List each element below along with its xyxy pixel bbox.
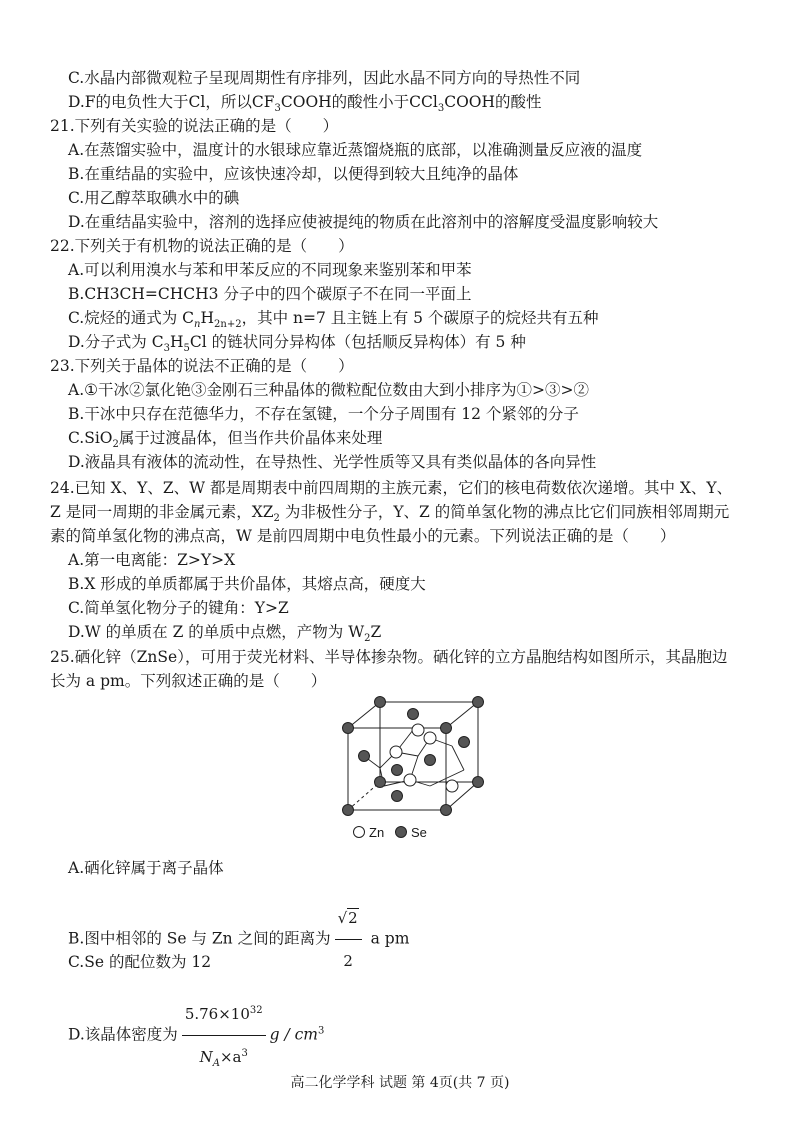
se-atom bbox=[473, 697, 484, 708]
se-atom bbox=[425, 755, 436, 766]
se-atom bbox=[459, 737, 470, 748]
legend-se-label: Se bbox=[411, 825, 427, 840]
zn-legend-icon bbox=[353, 826, 365, 838]
q25-option-d: D.该晶体密度为 $\frac{5.76\times 10^{32}}{N_A\times a^3}$ g / $cm^3$ bbox=[68, 994, 324, 1077]
q22-option-a: A.可以利用溴水与苯和甲苯反应的不同现象来鉴别苯和甲苯 bbox=[68, 261, 472, 279]
q25-stem-line-1: 25.硒化锌（ZnSe），可用于荧光材料、半导体掺杂物。硒化锌的立方晶胞结构如图所示，其晶胞边 bbox=[50, 648, 728, 666]
q25-option-b: B.图中相邻的 Se 与 Zn 之间的距离为 $\frac{√2}{2}$ a pm bbox=[68, 898, 409, 981]
figure-legend bbox=[353, 825, 427, 840]
q24-stem-line-2: Z 是同一周期的非金属元素，$XZ_2$ 为非极性分子，Y、Z 的简单氢化物的沸点比它们同族相邻周期元 bbox=[50, 503, 730, 525]
zn-atom bbox=[446, 780, 458, 792]
q21-option-a: A.在蒸馏实验中，温度计的水银球应靠近蒸馏烧瓶的底部，以准确测量反应液的温度 bbox=[68, 141, 643, 159]
zn-atom bbox=[404, 774, 416, 786]
se-atom bbox=[359, 751, 370, 762]
q22-option-d: D.分子式为 $C_3H_5Cl$ 的链状同分异构体（包括顺反异构体）有 5 种 bbox=[68, 333, 526, 355]
se-atom bbox=[375, 777, 386, 788]
q24-option-d: D.W 的单质在 Z 的单质中点燃，产物为 $W_2Z$ bbox=[68, 623, 382, 645]
se-atom bbox=[392, 791, 403, 802]
q25-option-c: C.Se 的配位数为 12 bbox=[68, 953, 212, 971]
se-atom bbox=[441, 723, 452, 734]
q25-stem-line-2: 长为 a pm。下列叙述正确的是（ ） bbox=[50, 672, 327, 690]
zn-atom bbox=[424, 732, 436, 744]
q21-option-d: D.在重结晶实验中，溶剂的选择应使被提纯的物质在此溶剂中的溶解度受温度影响较大 bbox=[68, 213, 659, 231]
q22-stem: 22.下列关于有机物的说法正确的是（ ） bbox=[50, 237, 354, 255]
page-footer: 高二化学学科 试题 第 4页(共 7 页) bbox=[290, 1075, 510, 1091]
q24-stem-line-3: 素的简单氢化物的沸点高，W 是前四周期中电负性最小的元素。下列说法正确的是（ ） bbox=[50, 527, 676, 545]
se-atom bbox=[375, 697, 386, 708]
se-atom bbox=[441, 805, 452, 816]
zn-atom bbox=[412, 724, 424, 736]
q23-option-a: A.①干冰②氯化铯③金刚石三种晶体的微粒配位数由大到小排序为①>③>② bbox=[68, 381, 589, 399]
q24-option-a: A.第一电离能：Z>Y>X bbox=[68, 551, 236, 569]
znse-unit-cell-figure bbox=[318, 690, 493, 825]
se-atom bbox=[473, 777, 484, 788]
q20-option-d: D.F的电负性大于Cl，所以$CF_3COOH$的酸性小于CCl$_3$COOH的酸性 bbox=[68, 93, 542, 115]
q21-option-c: C.用乙醇萃取碘水中的碘 bbox=[68, 189, 240, 207]
q22-option-c: C.烷烃的通式为 $C_nH_{2n+2}$，其中 n=7 且主链上有 5 个碳原子的烷烃共有五种 bbox=[68, 309, 599, 331]
q23-stem: 23.下列关于晶体的说法不正确的是（ ） bbox=[50, 357, 354, 375]
q24-option-c: C.简单氢化物分子的键角：Y>Z bbox=[68, 599, 289, 617]
q25-option-a: A.硒化锌属于离子晶体 bbox=[68, 859, 224, 877]
se-atom bbox=[392, 765, 403, 776]
q23-option-c: C.SiO$_2$属于过渡晶体，但当作共价晶体来处理 bbox=[68, 429, 383, 451]
legend-zn-label: Zn bbox=[369, 825, 385, 840]
zn-atom bbox=[390, 746, 402, 758]
q22-option-b: B.CH3CH=CHCH3 分子中的四个碳原子不在同一平面上 bbox=[68, 285, 472, 303]
se-atom bbox=[343, 723, 354, 734]
q23-option-d: D.液晶具有液体的流动性，在导热性、光学性质等又具有类似晶体的各向异性 bbox=[68, 453, 597, 471]
q20-option-c: C.水晶内部微观粒子呈现周期性有序排列，因此水晶不同方向的导热性不同 bbox=[68, 69, 581, 87]
q21-stem: 21.下列有关实验的说法正确的是（ ） bbox=[50, 117, 339, 135]
se-atom bbox=[408, 709, 419, 720]
q24-stem-line-1: 24.已知 X、Y、Z、W 都是周期表中前四周期的主族元素，它们的核电荷数依次递增。其中 X、Y、 bbox=[50, 479, 733, 497]
q23-option-b: B.干冰中只存在范德华力，不存在氢键，一个分子周围有 12 个紧邻的分子 bbox=[68, 405, 579, 423]
se-atom bbox=[343, 805, 354, 816]
q21-option-b: B.在重结晶的实验中，应该快速冷却，以便得到较大且纯净的晶体 bbox=[68, 165, 519, 183]
q24-option-b: B.X 形成的单质都属于共价晶体，其熔点高，硬度大 bbox=[68, 575, 426, 593]
se-legend-icon bbox=[395, 826, 407, 838]
